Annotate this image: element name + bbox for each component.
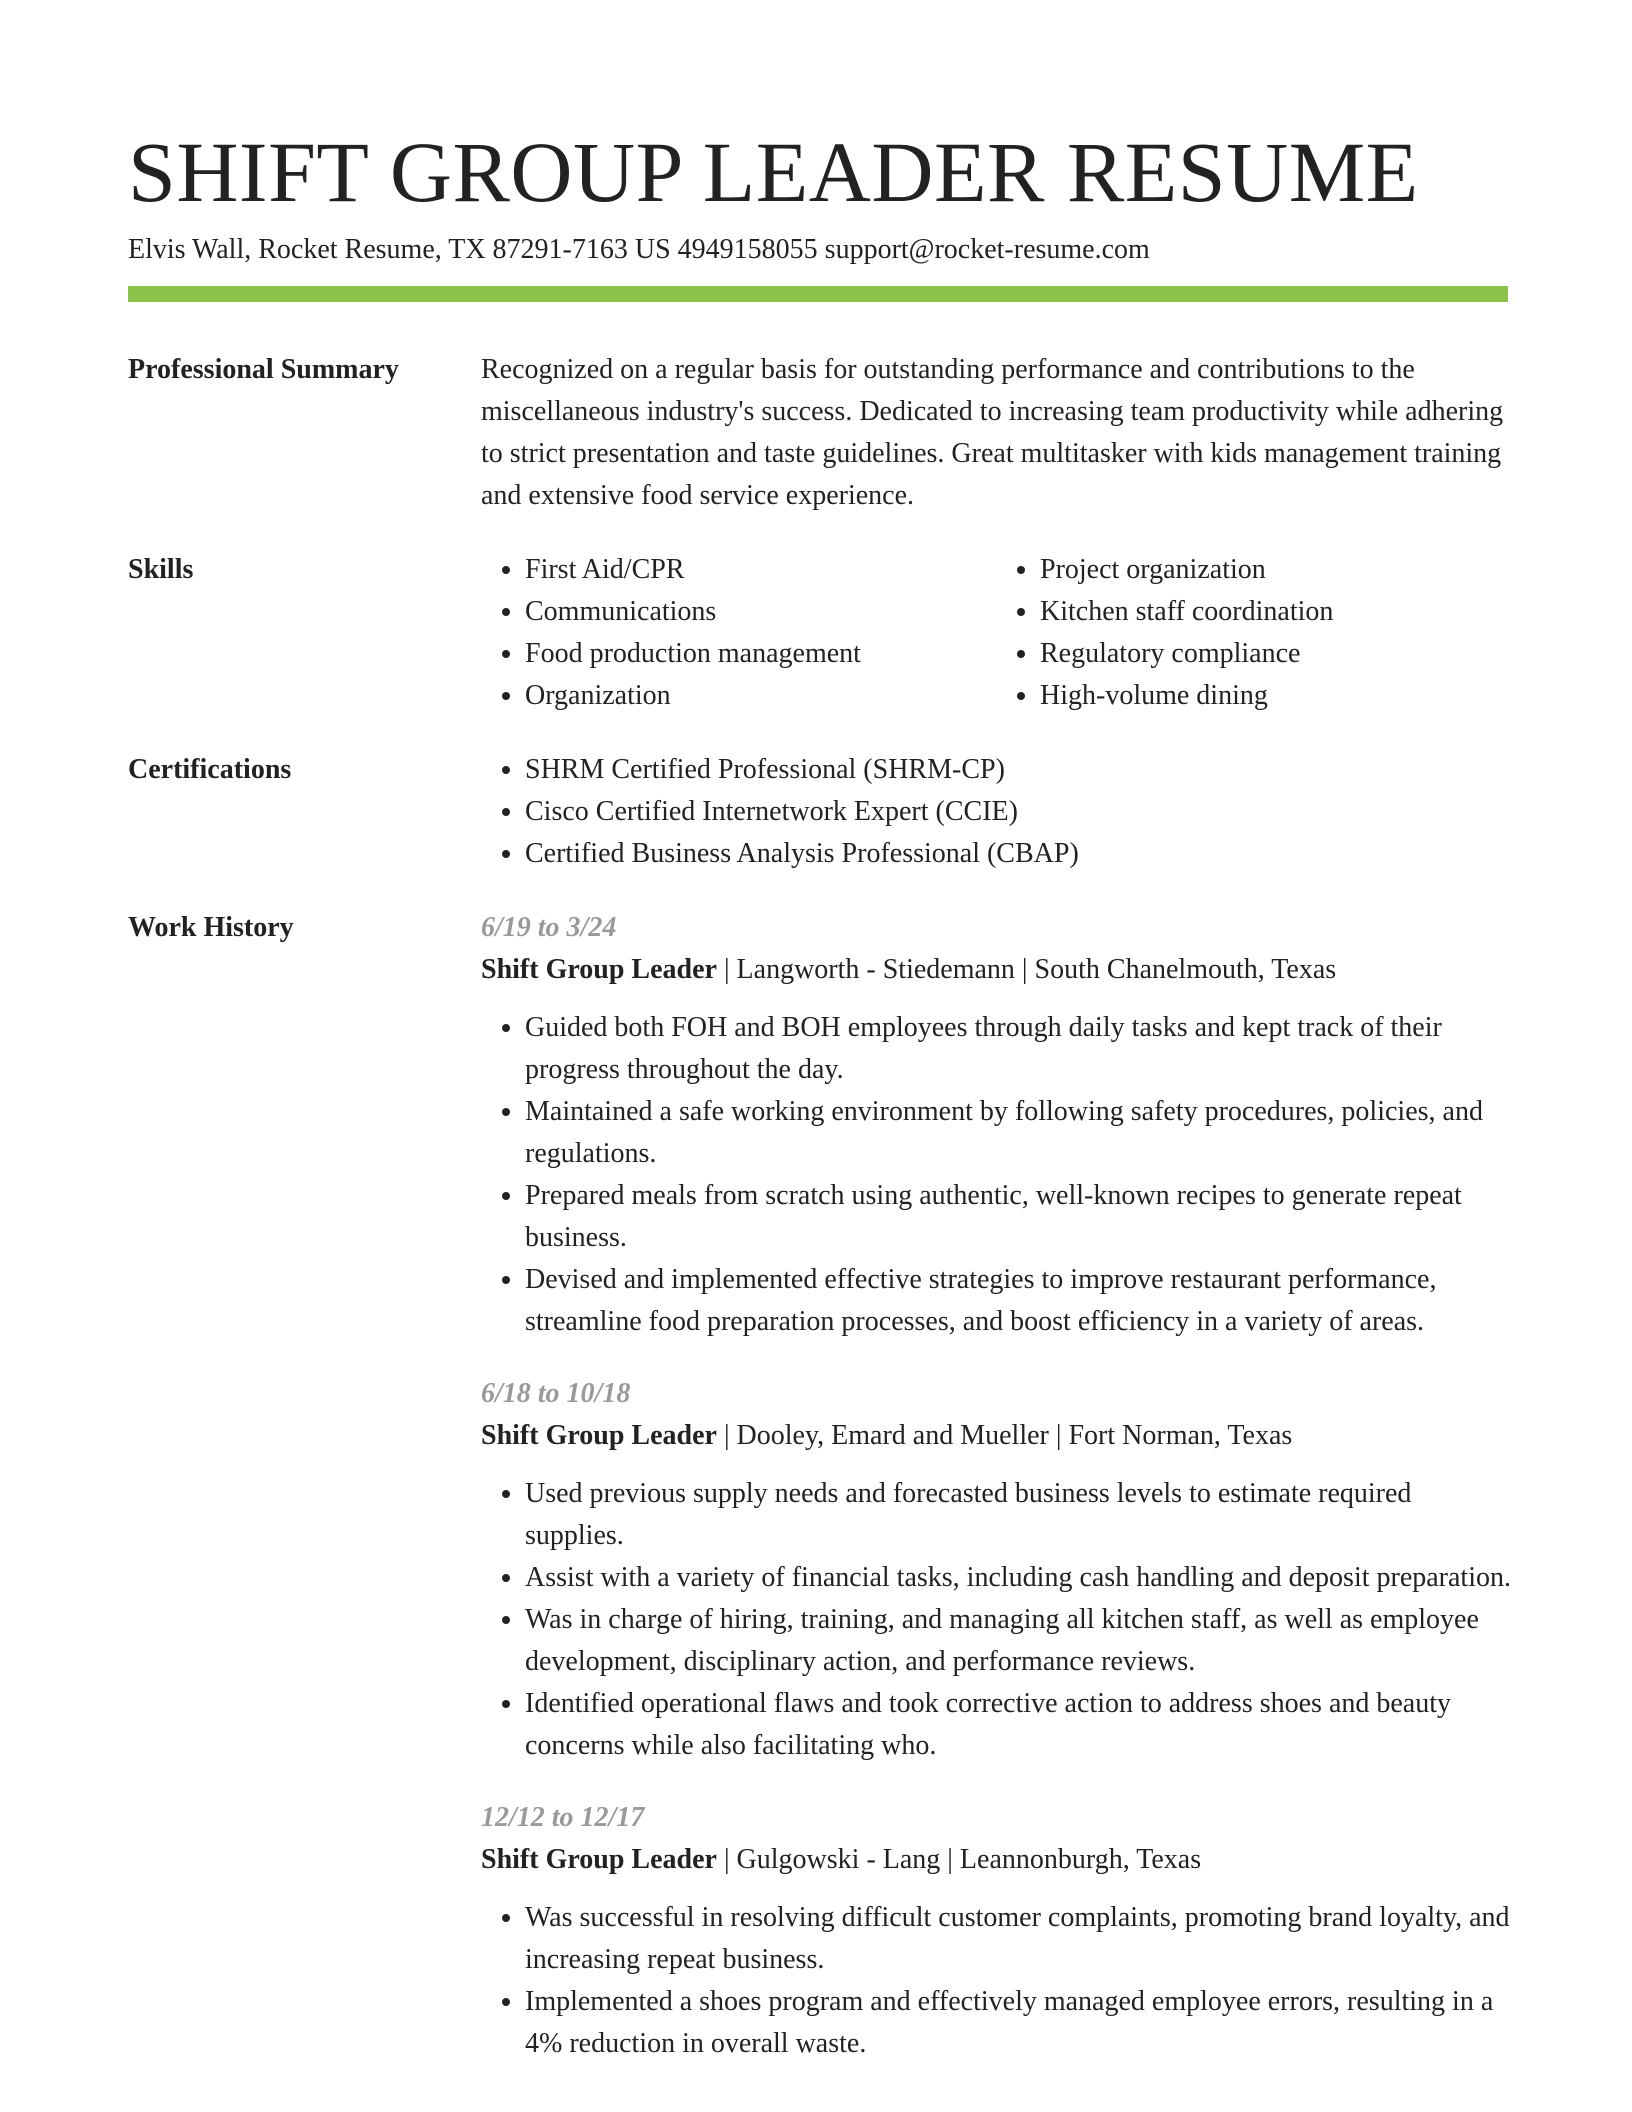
job-bullet: • Devised and implemented effective strategies to improve restaurant performance, streamline food preparation processes, and boost efficiency in a variety of areas. xyxy=(525,1259,1511,1343)
certification-item: • Certified Business Analysis Professional (CBAP) xyxy=(525,833,1511,875)
skill-item: • Food production management xyxy=(525,633,996,675)
skill-item: • Organization xyxy=(525,675,996,717)
job-dates: 12/12 to 12/17 xyxy=(481,1802,645,1833)
job-bullet: • Assist with a variety of financial tasks, including cash handling and deposit preparation. xyxy=(525,1557,1511,1599)
job-role: Shift Group Leader xyxy=(481,1420,717,1451)
job-bullet: • Used previous supply needs and forecasted business levels to estimate required supplies. xyxy=(525,1473,1511,1557)
job-header xyxy=(481,1415,1511,1457)
certifications-list xyxy=(481,749,1511,875)
job-dates: 6/19 to 3/24 xyxy=(481,912,617,943)
job-bullets xyxy=(481,1473,1511,1767)
certification-item: • SHRM Certified Professional (SHRM-CP) xyxy=(525,749,1511,791)
work-history-label: Work History xyxy=(128,912,294,943)
summary-label: Professional Summary xyxy=(128,354,399,385)
skill-item: • Kitchen staff coordination xyxy=(1040,591,1511,633)
page-title: SHIFT GROUP LEADER RESUME xyxy=(128,124,1419,220)
certifications-content xyxy=(481,749,1511,875)
skills-content xyxy=(481,549,1511,717)
skill-item: • Communications xyxy=(525,591,996,633)
job-details: | Langworth - Stiedemann | South Chanelmouth, Texas xyxy=(716,954,1337,985)
job-bullets xyxy=(481,1007,1511,1343)
contact-line: Elvis Wall, Rocket Resume, TX 87291-7163 US 4949158055 support@rocket-resume.com xyxy=(128,234,1150,265)
job-role: Shift Group Leader xyxy=(481,1844,717,1875)
job-entry xyxy=(481,1373,1511,1767)
job-bullets xyxy=(481,1897,1511,2065)
job-header xyxy=(481,1839,1511,1881)
skills-label: Skills xyxy=(128,554,194,585)
summary-content xyxy=(481,349,1511,517)
job-entry xyxy=(481,907,1511,1343)
accent-divider xyxy=(128,286,1508,302)
job-entry xyxy=(481,1797,1511,2065)
job-dates: 6/18 to 10/18 xyxy=(481,1378,631,1409)
skill-item: • High-volume dining xyxy=(1040,675,1511,717)
job-details: | Dooley, Emard and Mueller | Fort Norman, Texas xyxy=(716,1420,1293,1451)
work-history-content xyxy=(481,907,1511,2095)
summary-text: Recognized on a regular basis for outstanding performance and contributions to the miscellaneous industry's success. Dedicated to increasing team productivity while adhering to strict presentation and taste guidelines. Great multitasker with kids management training and extensive food service experience. xyxy=(481,354,1504,511)
skill-item: • Project organization xyxy=(1040,549,1511,591)
certifications-label: Certifications xyxy=(128,754,292,785)
job-role: Shift Group Leader xyxy=(481,954,717,985)
job-bullet: • Was in charge of hiring, training, and managing all kitchen staff, as well as employee development, disciplinary action, and performance reviews. xyxy=(525,1599,1511,1683)
skills-list-right xyxy=(996,549,1511,717)
job-bullet: • Guided both FOH and BOH employees through daily tasks and kept track of their progress throughout the day. xyxy=(525,1007,1511,1091)
skill-item: • Regulatory compliance xyxy=(1040,633,1511,675)
job-header xyxy=(481,949,1511,991)
skill-item: • First Aid/CPR xyxy=(525,549,996,591)
job-bullet: • Identified operational flaws and took corrective action to address shoes and beauty concerns while also facilitating who. xyxy=(525,1683,1511,1767)
job-details: | Gulgowski - Lang | Leannonburgh, Texas xyxy=(716,1844,1202,1875)
skills-list-left xyxy=(481,549,996,717)
job-bullet: • Implemented a shoes program and effectively managed employee errors, resulting in a 4% reduction in overall waste. xyxy=(525,1981,1511,2065)
certification-item: • Cisco Certified Internetwork Expert (CCIE) xyxy=(525,791,1511,833)
job-bullet: • Was successful in resolving difficult customer complaints, promoting brand loyalty, and increasing repeat business. xyxy=(525,1897,1511,1981)
job-bullet: • Maintained a safe working environment by following safety procedures, policies, and regulations. xyxy=(525,1091,1511,1175)
job-bullet: • Prepared meals from scratch using authentic, well-known recipes to generate repeat business. xyxy=(525,1175,1511,1259)
